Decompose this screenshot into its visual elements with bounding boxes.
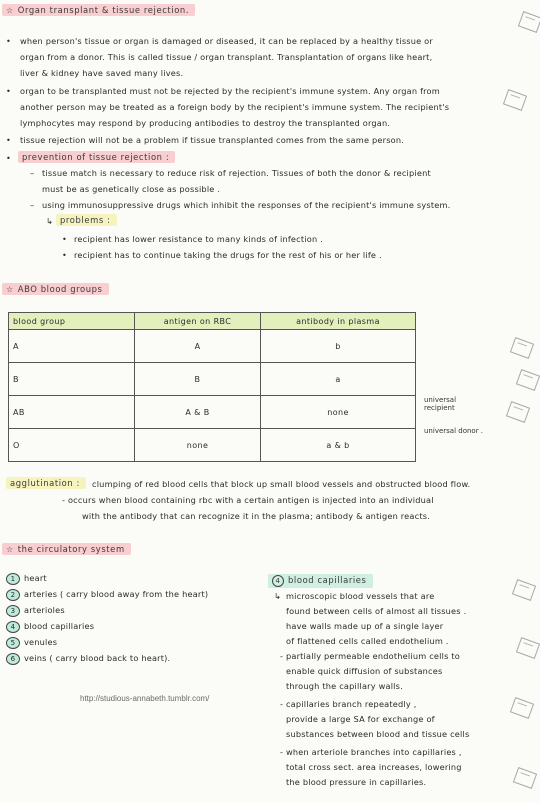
capillaries-heading: 4 blood capillaries	[268, 574, 373, 588]
gem-doodle-icon	[503, 89, 527, 111]
gem-doodle-icon	[506, 401, 530, 423]
table-cell: B	[135, 363, 261, 396]
bullet-icon: •	[6, 135, 12, 145]
universal-donor-note: universal donor .	[424, 427, 484, 435]
number-badge: 1	[6, 573, 20, 585]
table-cell: A	[9, 330, 135, 363]
table-cell: B	[9, 363, 135, 396]
gem-doodle-icon	[513, 767, 537, 789]
table-row	[9, 363, 416, 396]
table-cell: a	[261, 363, 416, 396]
bullet-icon: •	[6, 153, 12, 163]
number-badge: 4	[6, 621, 20, 633]
problems-heading: problems :	[56, 214, 117, 226]
bullet-icon: •	[6, 36, 12, 46]
bullet-icon: •	[6, 86, 12, 96]
dash-icon: –	[30, 168, 35, 178]
note-line: with the antibody that can recognize it in the plasma; antibody & antigen reacts.	[82, 511, 430, 521]
note-line: the blood pressure in capillaries.	[286, 777, 427, 787]
list-item: 3 arterioles	[6, 605, 65, 617]
note-line: enable quick diffusion of substances	[286, 666, 443, 676]
star-icon: ☆	[6, 545, 14, 554]
note-line: substances between blood and tissue cells	[286, 729, 470, 739]
gem-doodle-icon	[510, 337, 534, 359]
arrow-icon: ↳	[46, 216, 54, 226]
note-line: tissue match is necessary to reduce risk of rejection. Tissues of both the donor & recipient	[42, 168, 431, 178]
prevention-heading: prevention of tissue rejection :	[18, 151, 175, 163]
universal-recipient-note: universal recipient	[424, 396, 457, 412]
number-badge: 5	[6, 637, 20, 649]
note-line: organ from a donor. This is called tissue / organ transplant. Transplantation of organs like heart,	[20, 52, 433, 62]
note-line: organ to be transplanted must not be rejected by the recipient's immune system. Any organ from	[20, 86, 440, 96]
note-line: microscopic blood vessels that are	[286, 591, 435, 601]
note-line: recipient has lower resistance to many kinds of infection .	[74, 234, 323, 244]
column-header: antigen on RBC	[135, 313, 261, 330]
arrow-icon: ↳	[274, 591, 282, 601]
list-item: 5 venules	[6, 637, 57, 649]
note-line: lymphocytes may respond by producing antibodies to destroy the transplanted organ.	[20, 118, 391, 128]
note-line: when person's tissue or organ is damaged or diseased, it can be replaced by a healthy tissue or	[20, 36, 433, 46]
abo-table	[8, 312, 416, 462]
list-item: 6 veins ( carry blood back to heart).	[6, 653, 170, 665]
star-icon: ☆	[6, 6, 14, 15]
note-line: another person may be treated as a foreign body by the recipient's immune system. The recipient's	[20, 102, 450, 112]
table-cell: a & b	[261, 429, 416, 462]
note-line: - capillaries branch repeatedly ,	[280, 699, 417, 709]
agglutination-label: agglutination :	[6, 477, 86, 489]
gem-doodle-icon	[516, 369, 540, 391]
note-line: recipient has to continue taking the drugs for the rest of his or her life .	[74, 250, 382, 260]
note-line: clumping of red blood cells that block up small blood vessels and obstructed blood flow.	[92, 479, 471, 489]
table-cell: b	[261, 330, 416, 363]
list-item: 2 arteries ( carry blood away from the heart)	[6, 589, 208, 601]
bullet-icon: •	[62, 234, 68, 244]
note-line: have walls made up of a single layer	[286, 621, 444, 631]
table-cell: none	[135, 429, 261, 462]
note-line: - occurs when blood containing rbc with a certain antigen is injected into an individual	[62, 495, 434, 505]
note-line: liver & kidney have saved many lives.	[20, 68, 184, 78]
list-item: 1 heart	[6, 573, 47, 585]
star-icon: ☆	[6, 285, 14, 294]
table-cell: A & B	[135, 396, 261, 429]
dash-icon: –	[30, 200, 35, 210]
table-cell: AB	[9, 396, 135, 429]
section-heading-circulatory: ☆ the circulatory system	[2, 543, 131, 555]
table-row	[9, 429, 416, 462]
bullet-icon: •	[62, 250, 68, 260]
section-heading-abo: ☆ ABO blood groups	[2, 283, 109, 295]
note-line: - when arteriole branches into capillaries ,	[280, 747, 462, 757]
gem-doodle-icon	[512, 579, 536, 601]
note-line: through the capillary walls.	[286, 681, 403, 691]
table-header-row	[9, 313, 416, 330]
note-line: tissue rejection will not be a problem if tissue transplanted comes from the same person.	[20, 135, 405, 145]
number-badge: 2	[6, 589, 20, 601]
source-url: http://studious-annabeth.tumblr.com/	[80, 694, 210, 703]
table-cell: A	[135, 330, 261, 363]
number-badge: 4	[272, 575, 284, 587]
note-line: provide a large SA for exchange of	[286, 714, 435, 724]
table-cell: none	[261, 396, 416, 429]
note-line: using immunosuppressive drugs which inhibit the responses of the recipient's immune system.	[42, 200, 451, 210]
gem-doodle-icon	[518, 11, 540, 33]
column-header: blood group	[9, 313, 135, 330]
table-row	[9, 330, 416, 363]
section-heading-transplant: ☆ Organ transplant & tissue rejection.	[2, 4, 195, 16]
table-cell: O	[9, 429, 135, 462]
note-line: found between cells of almost all tissues .	[286, 606, 467, 616]
gem-doodle-icon	[510, 697, 534, 719]
note-line: total cross sect. area increases, lowering	[286, 762, 462, 772]
table-row	[9, 396, 416, 429]
note-line: of flattened cells called endothelium .	[286, 636, 449, 646]
gem-doodle-icon	[516, 637, 540, 659]
number-badge: 6	[6, 653, 20, 665]
column-header: antibody in plasma	[261, 313, 416, 330]
list-item: 4 blood capillaries	[6, 621, 94, 633]
note-line: - partially permeable endothelium cells to	[280, 651, 460, 661]
number-badge: 3	[6, 605, 20, 617]
note-line: must be as genetically close as possible .	[42, 184, 221, 194]
